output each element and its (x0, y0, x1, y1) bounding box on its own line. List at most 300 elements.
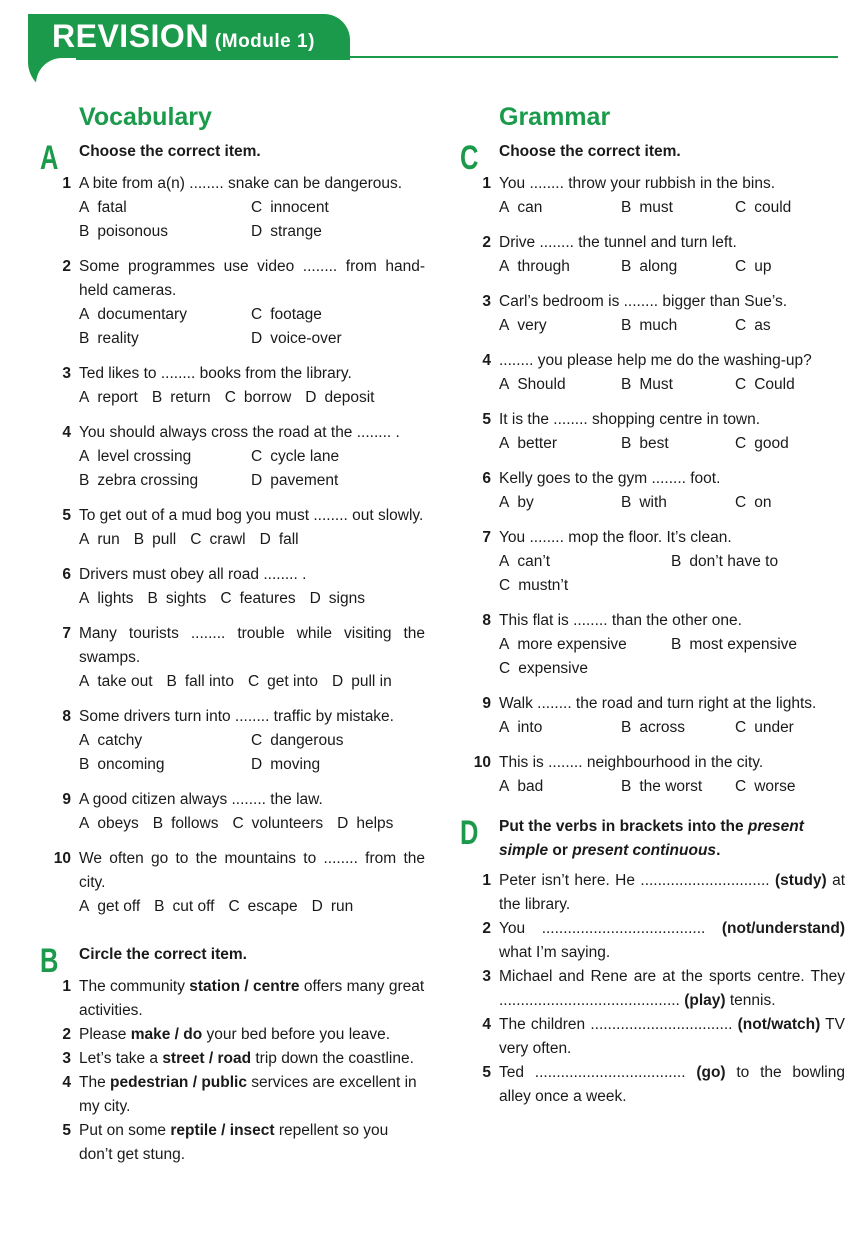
option-letter: B (151, 389, 163, 406)
option-text: up (754, 258, 772, 275)
item-text-pre[interactable]: Peter isn’t here. He .............................. (499, 872, 775, 889)
question-stem: ........ you please help me do the washing-up? (499, 352, 812, 369)
option-text: zebra crossing (97, 472, 199, 489)
item-text (79, 1047, 425, 1071)
option-text: volunteers (251, 815, 324, 832)
option-letter: B (621, 199, 632, 216)
answer-option[interactable] (621, 716, 735, 740)
option-letter: D (251, 223, 263, 240)
item-number: 3 (482, 968, 491, 985)
option-letter: A (499, 636, 510, 653)
question-item (62, 563, 425, 611)
exercise-letter: C (460, 139, 479, 177)
item-number: 2 (62, 1026, 71, 1043)
option-letter: A (499, 553, 510, 570)
answer-option[interactable] (79, 587, 134, 611)
option-text: escape (247, 898, 298, 915)
option-text: borrow (243, 389, 292, 406)
option-letter: A (79, 732, 90, 749)
option-text: best (639, 435, 669, 452)
answer-options (79, 445, 425, 493)
answer-option[interactable] (248, 670, 318, 694)
exercise-letter: A (40, 139, 59, 177)
option-text: by (517, 494, 534, 511)
option-text: return (170, 389, 211, 406)
answer-option[interactable] (735, 314, 855, 338)
option-letter: B (79, 223, 90, 240)
question-item (62, 255, 425, 351)
question-number: 4 (62, 424, 71, 441)
circle-item (62, 1023, 425, 1047)
circle-item (62, 975, 425, 1023)
answer-option[interactable] (735, 255, 855, 279)
question-stem: You should always cross the road at the ........ . (79, 424, 400, 441)
option-text: lights (97, 590, 134, 607)
answer-option[interactable] (79, 220, 251, 244)
answer-option[interactable] (735, 491, 855, 515)
answer-option[interactable] (305, 386, 374, 410)
question-number: 1 (482, 175, 491, 192)
fill-item (482, 869, 846, 917)
page-title-text: REVISION (52, 18, 209, 54)
question-stem: It is the ........ shopping centre in town. (499, 411, 761, 428)
option-text: take out (97, 673, 153, 690)
item-list (482, 869, 846, 1109)
item-text-post: repellent so you don’t get stung. (79, 1122, 389, 1163)
item-text-post: tennis. (725, 992, 776, 1009)
option-text: pull in (351, 673, 392, 690)
answer-option[interactable] (499, 196, 621, 220)
option-text: deposit (324, 389, 375, 406)
circle-item (62, 1047, 425, 1071)
option-letter: D (337, 815, 349, 832)
question-stem: Carl’s bedroom is ........ bigger than Sue’s. (499, 293, 788, 310)
answer-option[interactable] (79, 196, 251, 220)
question-stem: Some drivers turn into ........ traffic by mistake. (79, 708, 394, 725)
question-stem: Ted likes to ........ books from the library. (79, 365, 352, 382)
item-text-pre[interactable]: The children ................................. (499, 1016, 738, 1033)
answer-option[interactable] (154, 895, 214, 919)
option-letter: C (251, 199, 263, 216)
answer-options (79, 528, 425, 552)
answer-option[interactable] (148, 587, 207, 611)
option-letter: A (79, 673, 90, 690)
option-letter: A (79, 590, 90, 607)
answer-option[interactable] (499, 657, 671, 681)
answer-option[interactable] (621, 775, 735, 799)
answer-option[interactable] (499, 633, 671, 657)
item-text (79, 975, 425, 1023)
answer-option[interactable] (153, 812, 219, 836)
answer-option[interactable] (251, 196, 423, 220)
option-text: run (330, 898, 354, 915)
answer-option[interactable] (621, 255, 735, 279)
question-item (62, 362, 425, 410)
option-letter: D (251, 330, 263, 347)
option-letter: D (332, 673, 344, 690)
answer-option[interactable] (79, 445, 251, 469)
answer-option[interactable] (735, 373, 855, 397)
option-letter: C (228, 898, 240, 915)
question-item (482, 692, 845, 740)
option-text: run (97, 531, 120, 548)
answer-option[interactable] (499, 314, 621, 338)
item-text (79, 1119, 425, 1167)
option-text: into (517, 719, 543, 736)
question-stem: You ........ mop the floor. It’s clean. (499, 529, 732, 546)
item-text-pre: Please (79, 1026, 131, 1043)
option-letter: A (499, 376, 510, 393)
question-item (482, 467, 845, 515)
option-letter: A (79, 306, 90, 323)
answer-option[interactable] (499, 255, 621, 279)
item-number: 3 (62, 1050, 71, 1067)
question-number: 7 (482, 529, 491, 546)
item-text-post: at the library. (499, 872, 846, 913)
exercise-letter: D (460, 814, 479, 852)
answer-options (79, 895, 425, 919)
option-text: poisonous (97, 223, 169, 240)
answer-options (79, 303, 425, 351)
question-number: 10 (53, 850, 71, 867)
option-text: through (517, 258, 570, 275)
option-letter: B (621, 778, 632, 795)
option-letter: B (166, 673, 177, 690)
option-text: on (754, 494, 772, 511)
option-letter: D (251, 756, 263, 773)
option-letter: B (147, 590, 158, 607)
option-text: the worst (639, 778, 703, 795)
item-text-pre[interactable]: Michael and Rene are at the sports centre. They .......................................... (499, 968, 845, 1009)
option-letter: A (79, 199, 90, 216)
answer-option[interactable] (310, 587, 365, 611)
option-text: get off (97, 898, 141, 915)
question-stem: To get out of a mud bog you must ........ out slowly. (79, 507, 424, 524)
answer-options (499, 314, 845, 338)
answer-option[interactable] (225, 386, 292, 410)
question-number: 8 (482, 612, 491, 629)
option-letter: C (735, 376, 747, 393)
grammar-column (460, 100, 845, 1109)
instruction-emphasis: present continuous (572, 842, 717, 859)
option-letter: A (499, 258, 510, 275)
option-letter: B (621, 719, 632, 736)
answer-option[interactable] (499, 373, 621, 397)
answer-option[interactable] (232, 812, 323, 836)
question-stem: This is ........ neighbourhood in the city. (499, 754, 764, 771)
choice-pair[interactable]: station / centre (189, 978, 300, 995)
option-text: can (517, 199, 543, 216)
grammar-heading: Grammar (499, 103, 611, 131)
answer-option[interactable] (79, 327, 251, 351)
option-text: good (754, 435, 789, 452)
answer-options (499, 550, 845, 598)
option-text: follows (171, 815, 219, 832)
option-text: under (754, 719, 794, 736)
option-letter: A (79, 815, 90, 832)
option-text: much (639, 317, 678, 334)
item-number: 5 (62, 1122, 71, 1139)
option-letter: A (499, 494, 510, 511)
question-item (482, 349, 845, 397)
option-text: reality (97, 330, 139, 347)
exercise-d (460, 815, 845, 1109)
answer-options (499, 432, 845, 456)
answer-option[interactable] (134, 528, 176, 552)
item-text-pre[interactable]: You ...................................... (499, 920, 722, 937)
answer-option[interactable] (621, 491, 735, 515)
answer-option[interactable] (79, 386, 138, 410)
question-item (53, 847, 425, 919)
answer-option[interactable] (251, 303, 423, 327)
answer-option[interactable] (671, 633, 851, 657)
choice-pair[interactable]: make / do (130, 1026, 203, 1043)
option-letter: A (499, 778, 510, 795)
option-text: features (239, 590, 296, 607)
option-letter: A (499, 317, 510, 334)
option-letter: B (79, 330, 90, 347)
option-letter: B (133, 531, 145, 548)
answer-option[interactable] (251, 469, 423, 493)
option-letter: C (735, 435, 747, 452)
item-text (499, 1013, 845, 1061)
option-text: could (754, 199, 792, 216)
item-text-pre: The community (79, 978, 190, 995)
item-text-pre: The (79, 1074, 111, 1091)
answer-option[interactable] (251, 445, 423, 469)
answer-option[interactable] (228, 895, 297, 919)
question-stem: A good citizen always ........ the law. (79, 791, 323, 808)
option-letter: C (190, 531, 202, 548)
option-text: expensive (518, 660, 588, 677)
question-number: 7 (62, 625, 71, 642)
page-subtitle: (Module 1) (214, 31, 315, 52)
answer-option[interactable] (220, 587, 295, 611)
option-text: catchy (97, 732, 143, 749)
option-text: get into (267, 673, 319, 690)
option-text: strange (270, 223, 322, 240)
option-letter: C (499, 660, 511, 677)
exercise-c (460, 140, 845, 799)
answer-option[interactable] (190, 528, 245, 552)
question-number: 9 (62, 791, 71, 808)
circle-item (62, 1119, 425, 1167)
item-list (62, 975, 425, 1167)
option-letter: D (305, 389, 317, 406)
exercise-instruction (499, 815, 845, 869)
question-number: 5 (482, 411, 491, 428)
option-letter: C (735, 494, 747, 511)
answer-options (79, 729, 425, 777)
option-letter: D (259, 531, 271, 548)
option-text: innocent (270, 199, 329, 216)
question-stem: Walk ........ the road and turn right at the lights. (499, 695, 817, 712)
answer-option[interactable] (152, 386, 211, 410)
question-number: 4 (482, 352, 491, 369)
question-number: 1 (62, 175, 71, 192)
fill-item (482, 917, 845, 965)
option-text: most expensive (689, 636, 798, 653)
verb-prompt: (not/understand) (721, 920, 845, 937)
option-letter: A (79, 448, 90, 465)
answer-option[interactable] (251, 327, 423, 351)
answer-option[interactable] (251, 729, 423, 753)
option-text: very (517, 317, 547, 334)
answer-option[interactable] (79, 729, 251, 753)
answer-option[interactable] (79, 670, 153, 694)
item-number: 4 (482, 1016, 491, 1033)
answer-option[interactable] (671, 550, 851, 574)
option-text: as (754, 317, 771, 334)
answer-option[interactable] (621, 373, 735, 397)
question-number: 5 (62, 507, 71, 524)
item-text-pre[interactable]: Ted ................................... (499, 1064, 697, 1081)
option-text: level crossing (97, 448, 192, 465)
fill-item (482, 965, 845, 1013)
option-letter: B (621, 317, 632, 334)
verb-prompt: (study) (775, 872, 827, 889)
option-text: report (97, 389, 138, 406)
answer-option[interactable] (312, 895, 354, 919)
item-text (79, 1071, 425, 1119)
answer-option[interactable] (79, 469, 251, 493)
answer-option[interactable] (332, 670, 392, 694)
option-text: don’t have to (689, 553, 779, 570)
option-letter: B (621, 376, 632, 393)
option-letter: B (152, 815, 164, 832)
option-letter: C (224, 389, 236, 406)
fill-item (482, 1013, 845, 1061)
question-number: 8 (62, 708, 71, 725)
verb-prompt: (play) (684, 992, 726, 1009)
option-letter: C (735, 258, 747, 275)
answer-options (499, 373, 845, 397)
question-stem: Some programmes use video ........ from hand-held cameras. (79, 258, 425, 299)
item-text (499, 965, 845, 1013)
exercise-instruction: Choose the correct item. (499, 143, 681, 160)
instruction-text: Put the verbs in brackets into the (499, 818, 748, 835)
option-text: fall (278, 531, 299, 548)
option-letter: A (499, 719, 510, 736)
item-number: 1 (62, 978, 71, 995)
option-text: mustn’t (518, 577, 569, 594)
option-letter: C (735, 778, 747, 795)
option-text: with (639, 494, 667, 511)
answer-option[interactable] (735, 775, 855, 799)
item-text (499, 917, 845, 965)
answer-option[interactable] (735, 716, 855, 740)
answer-option[interactable] (79, 303, 251, 327)
answer-option[interactable] (260, 528, 299, 552)
answer-option[interactable] (79, 753, 251, 777)
option-text: must (639, 199, 673, 216)
answer-option[interactable] (79, 895, 140, 919)
answer-option[interactable] (735, 196, 855, 220)
choice-pair[interactable]: reptile / insect (170, 1122, 275, 1139)
page-title (52, 18, 315, 55)
option-text: worse (754, 778, 796, 795)
answer-options (79, 386, 425, 410)
question-number: 6 (62, 566, 71, 583)
option-letter: B (621, 494, 632, 511)
answer-option[interactable] (251, 220, 423, 244)
item-text (79, 1023, 425, 1047)
question-number: 2 (482, 234, 491, 251)
exercise-letter: B (40, 942, 59, 980)
answer-option[interactable] (621, 432, 735, 456)
choice-pair[interactable]: street / road (162, 1050, 252, 1067)
answer-option[interactable] (621, 196, 735, 220)
question-stem: We often go to the mountains to ........ from the city. (79, 850, 425, 891)
option-letter: A (499, 435, 510, 452)
question-number: 10 (473, 754, 491, 771)
option-text: cycle lane (270, 448, 340, 465)
answer-options (79, 812, 425, 836)
question-item (62, 705, 425, 777)
answer-options (499, 196, 845, 220)
vocabulary-column (40, 100, 425, 1167)
answer-option[interactable] (735, 432, 855, 456)
answer-option[interactable] (499, 574, 671, 598)
answer-option[interactable] (337, 812, 393, 836)
option-letter: B (621, 258, 632, 275)
option-text: sights (165, 590, 207, 607)
exercise-instruction: Choose the correct item. (79, 143, 261, 160)
circle-item (62, 1071, 425, 1119)
question-number: 3 (482, 293, 491, 310)
option-letter: C (735, 719, 747, 736)
item-text-post: TV very often. (499, 1016, 845, 1057)
question-number: 6 (482, 470, 491, 487)
option-text: voice-over (270, 330, 342, 347)
option-letter: A (79, 898, 90, 915)
item-text-post: offers many great activities. (79, 978, 425, 1019)
option-letter: B (79, 756, 90, 773)
answer-option[interactable] (79, 528, 120, 552)
option-text: cut off (172, 898, 215, 915)
answer-options (499, 491, 845, 515)
option-text: dangerous (270, 732, 344, 749)
item-text-pre: Let’s take a (79, 1050, 163, 1067)
item-text (499, 869, 845, 917)
choice-pair[interactable]: pedestrian / public (110, 1074, 247, 1091)
item-text-post: trip down the coastline. (251, 1050, 414, 1067)
answer-options (499, 255, 845, 279)
header-rule (340, 56, 838, 58)
answer-options (499, 716, 845, 740)
option-text: documentary (97, 306, 187, 323)
answer-option[interactable] (79, 812, 139, 836)
exercise-a (40, 140, 425, 919)
option-letter: C (251, 448, 263, 465)
question-item (482, 609, 845, 681)
answer-option[interactable] (499, 491, 621, 515)
option-letter: C (220, 590, 232, 607)
answer-option[interactable] (499, 775, 621, 799)
answer-option[interactable] (621, 314, 735, 338)
answer-option[interactable] (167, 670, 234, 694)
question-number: 9 (482, 695, 491, 712)
answer-option[interactable] (499, 550, 671, 574)
answer-option[interactable] (499, 432, 621, 456)
option-text: fatal (97, 199, 127, 216)
exercise-instruction: Circle the correct item. (79, 946, 247, 963)
answer-option[interactable] (499, 716, 621, 740)
answer-option[interactable] (251, 753, 423, 777)
option-letter: B (154, 898, 165, 915)
question-item (62, 421, 425, 493)
option-text: along (639, 258, 678, 275)
